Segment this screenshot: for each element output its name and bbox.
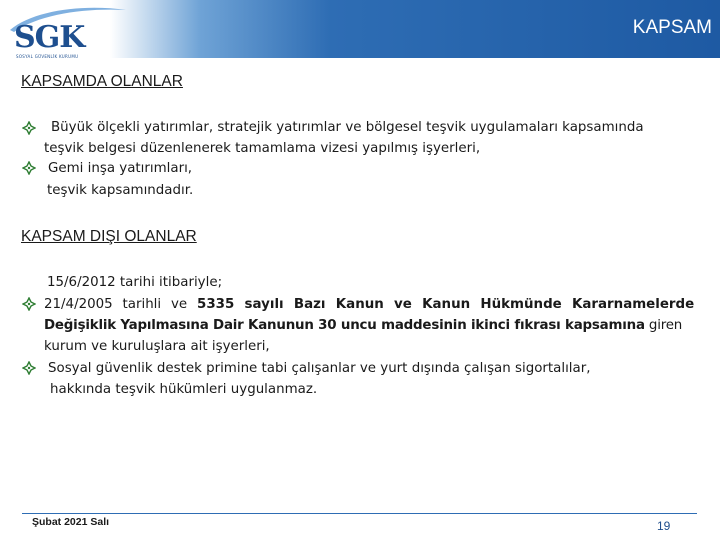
diamond-bullet-icon	[22, 121, 36, 135]
page-number: 19	[657, 519, 671, 533]
bullet-text-end: giren	[644, 318, 683, 333]
logo-text: SGK	[14, 20, 85, 55]
section-heading-kapsam-disi-olanlar: KAPSAM DIŞI OLANLAR	[21, 228, 197, 245]
bullet-text-bold: 5335 sayılı Bazı Kanun ve Kanun Hükmünde Kararnamelerde	[197, 297, 695, 312]
bullet-text: kurum ve kuruluşlara ait işyerleri,	[44, 339, 270, 354]
bullet-text-bold: Değişiklik Yapılmasına Dair Kanunun 30 uncu maddesinin ikinci fıkrası kapsamına	[44, 318, 645, 333]
bullet-text	[44, 294, 696, 315]
bullet-text: teşvik belgesi düzenlenerek tamamlama vizesi yapılmış işyerleri,	[44, 141, 481, 156]
slide-title: KAPSAM	[632, 17, 712, 38]
sgk-logo	[4, 4, 124, 59]
intro-text: 15/6/2012 tarihi itibariyle;	[47, 275, 223, 290]
bullet-text: Gemi inşa yatırımları,	[48, 161, 193, 176]
diamond-bullet-icon	[22, 361, 36, 375]
diamond-bullet-icon	[22, 297, 36, 311]
bullet-text: Sosyal güvenlik destek primine tabi çalışanlar ve yurt dışında çalışan sigortalılar,	[48, 361, 591, 376]
bullet-text-start: 21/4/2005 tarihli ve	[44, 297, 198, 312]
bullet-text	[44, 315, 696, 336]
header-bar	[0, 0, 720, 58]
logo-subtitle: SOSYAL GÜVENLİK KURUMU	[16, 54, 79, 59]
section-heading-kapsamda-olanlar: KAPSAMDA OLANLAR	[21, 73, 183, 90]
trailing-text: teşvik kapsamındadır.	[47, 183, 194, 198]
diamond-bullet-icon	[22, 161, 36, 175]
footer-divider	[22, 513, 697, 514]
bullet-text: Büyük ölçekli yatırımlar, stratejik yatırımlar ve bölgesel teşvik uygulamaları kapsamında	[51, 120, 644, 135]
footer-date: Şubat 2021 Salı	[32, 516, 110, 528]
trailing-text: hakkında teşvik hükümleri uygulanmaz.	[50, 382, 318, 397]
